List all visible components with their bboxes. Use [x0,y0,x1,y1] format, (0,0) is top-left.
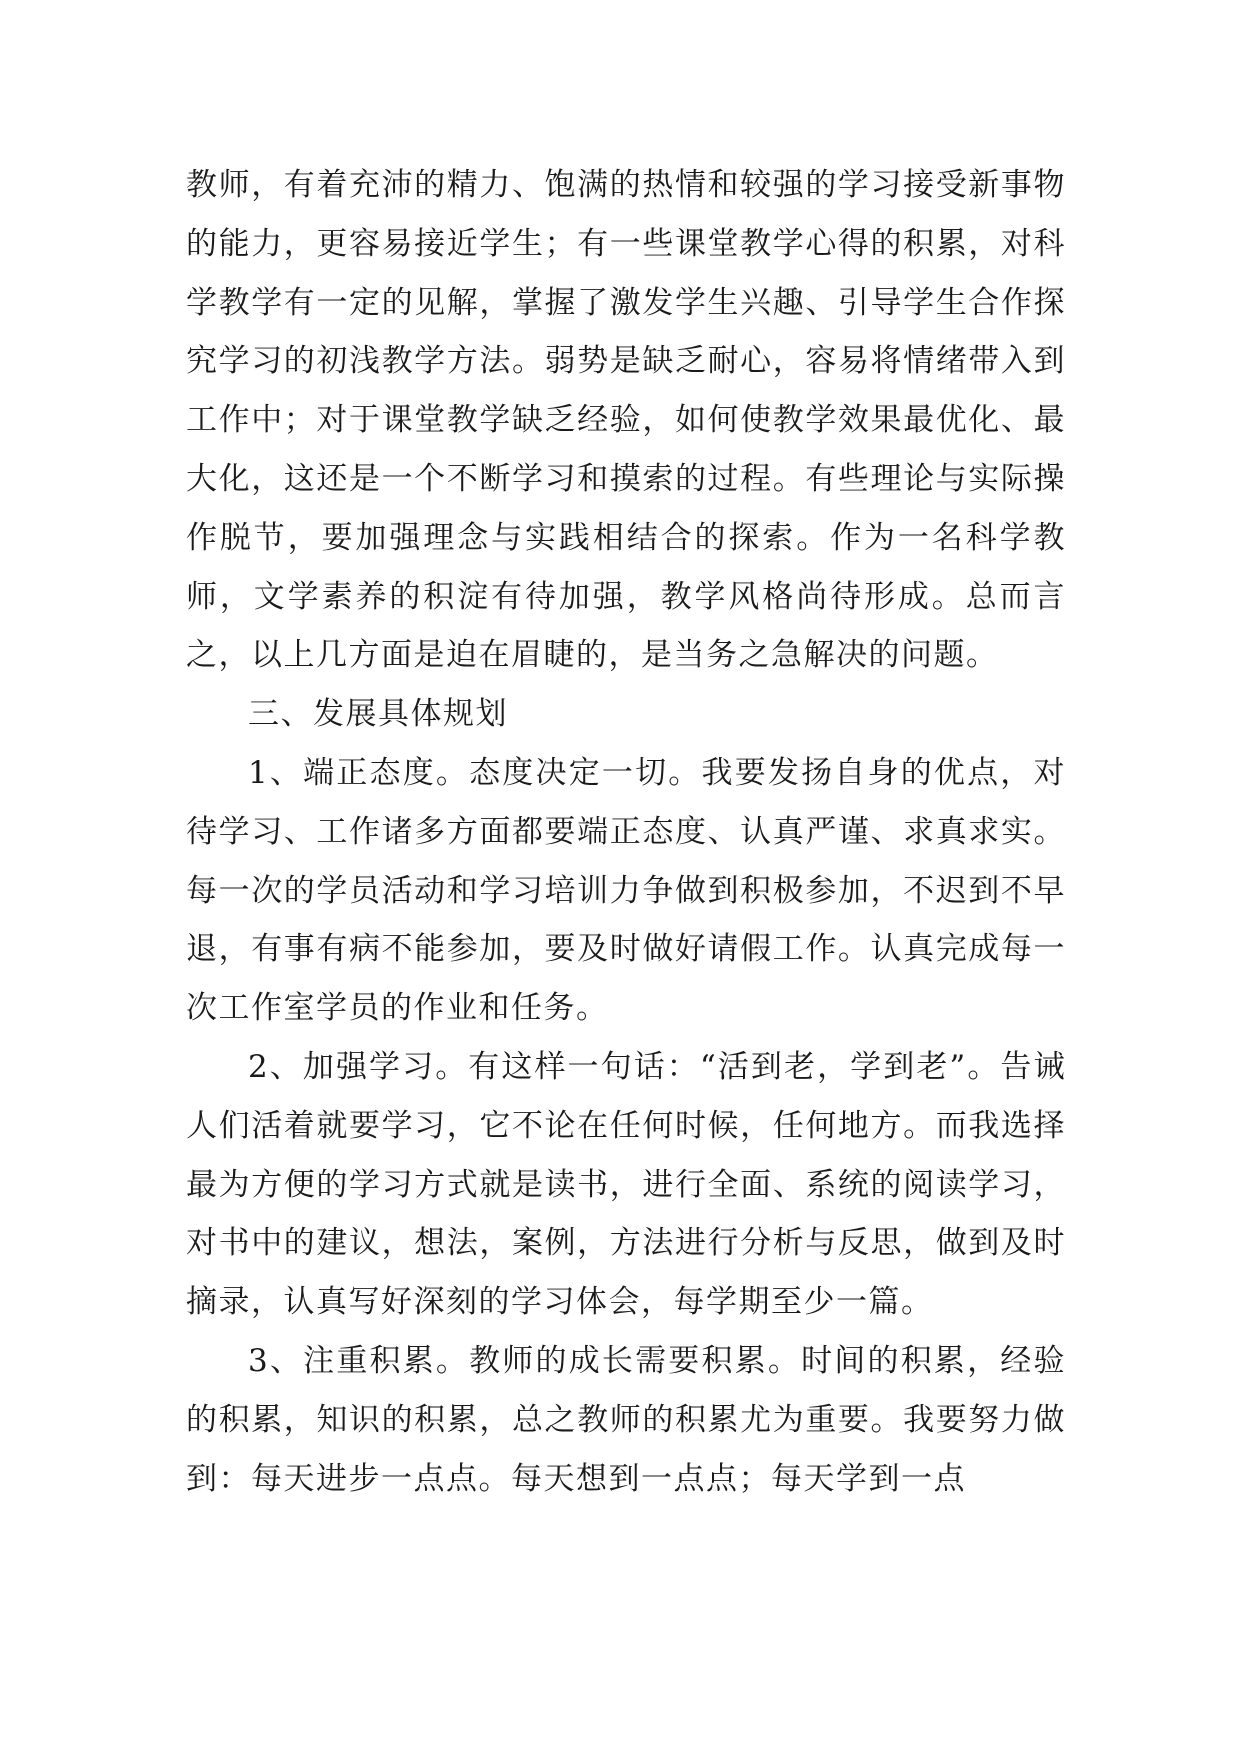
section-heading-development-plan: 三、发展具体规划 [248,696,508,733]
paragraph-accumulation: 3、注重积累。教师的成长需要积累。时间的积累，经验的积累，知识的积累，总之教师的积累尤为重要。我要努力做到：每天进步一点点。每天想到一点点；每天学到一点 [186,1342,1066,1497]
paragraph-attitude: 1、端正态度。态度决定一切。我要发扬自身的优点，对待学习、工作诸多方面都要端正态度、认真严谨、求真求实。每一次的学员活动和学习培训力争做到积极参加，不迟到不早退，有事有病不能参加，要及时做好请假工作。认真完成每一次工作室学员的作业和任务。 [186,754,1066,1027]
paragraph-study: 2、加强学习。有这样一句话：“活到老，学到老”。告诫人们活着就要学习，它不论在任何时候，任何地方。而我选择最为方便的学习方式就是读书，进行全面、系统的阅读学习，对书中的建议，想法，案例，方法进行分析与反思，做到及时摘录，认真写好深刻的学习体会，每学期至少一篇。 [186,1048,1066,1321]
paragraph-self-analysis: 教师，有着充沛的精力、饱满的热情和较强的学习接受新事物的能力，更容易接近学生；有一些课堂教学心得的积累，对科学教学有一定的见解，掌握了激发学生兴趣、引导学生合作探究学习的初浅教学方法。弱势是缺乏耐心，容易将情绪带入到工作中；对于课堂教学缺乏经验，如何使教学效果最优化、最大化，这还是一个不断学习和摸索的过程。有些理论与实际操作脱节，要加强理念与实践相结合的探索。作为一名科学教师，文学素养的积淀有待加强，教学风格尚待形成。总而言之，以上几方面是迫在眉睫的，是当务之急解决的问题。 [186,167,1066,674]
document-body [186,156,1066,1508]
